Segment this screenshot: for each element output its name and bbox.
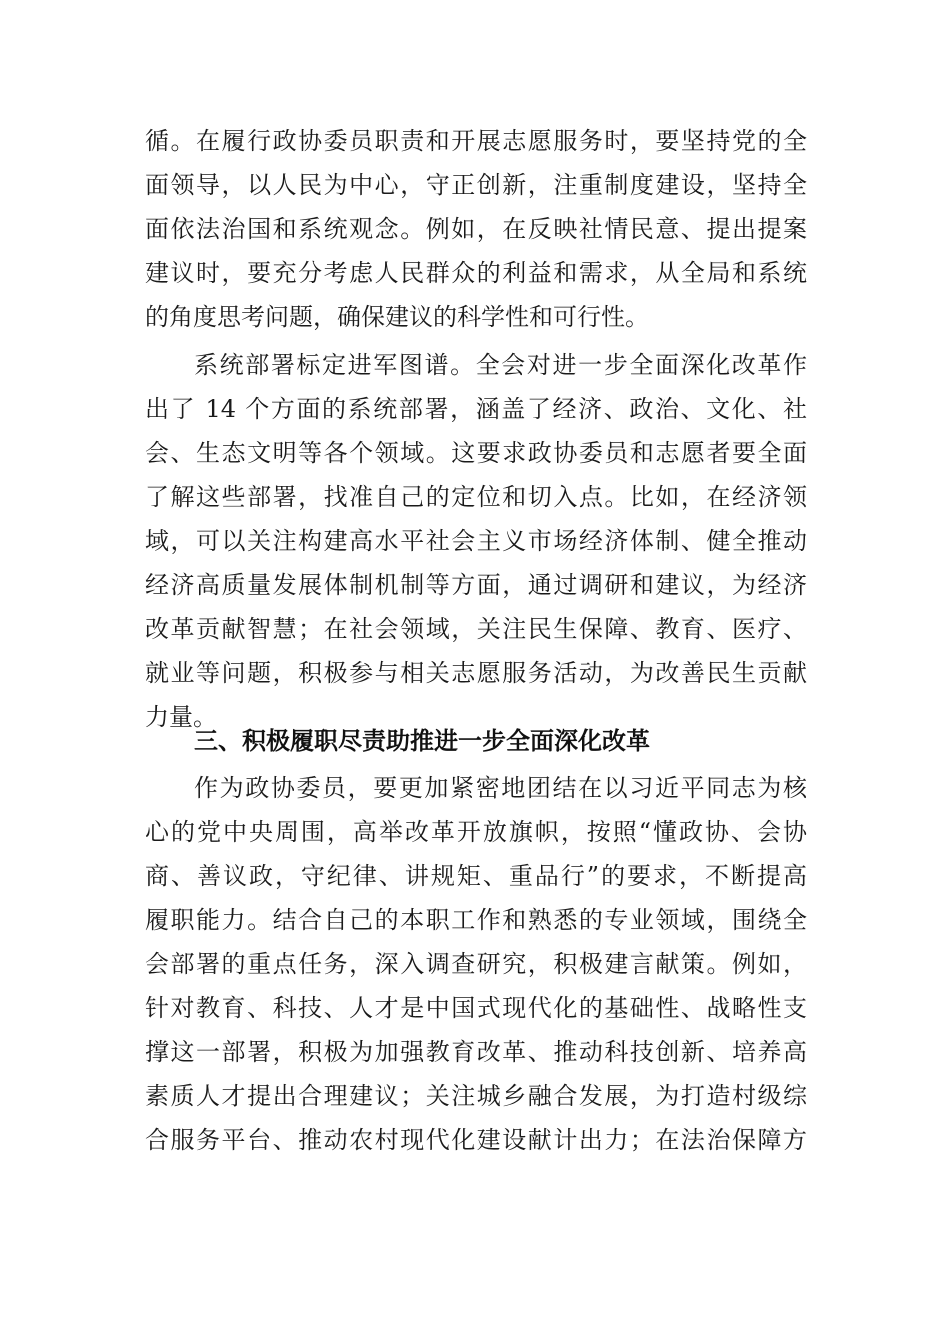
paragraph-1-line-5: 的角度思考问题，确保建议的科学性和可行性。 — [145, 303, 649, 331]
paragraph-3-line-6: 针对教育、科技、人才是中国式现代化的基础性、战略性支 — [145, 994, 807, 1022]
paragraph-3-line-7: 撑这一部署，积极为加强教育改革、推动科技创新、培养高 — [145, 1038, 807, 1066]
section-heading-3: 三、积极履职尽责助推进一步全面深化改革 — [194, 727, 650, 755]
paragraph-2-line-2: 出了 14 个方面的系统部署，涵盖了经济、政治、文化、社 — [145, 395, 807, 423]
paragraph-2-line-7: 改革贡献智慧；在社会领域，关注民生保障、教育、医疗、 — [145, 615, 807, 643]
paragraph-2-line-5: 域，可以关注构建高水平社会主义市场经济体制、健全推动 — [145, 527, 807, 555]
paragraph-2-line-6: 经济高质量发展体制机制等方面，通过调研和建议，为经济 — [145, 571, 807, 599]
paragraph-2-line-3: 会、生态文明等各个领域。这要求政协委员和志愿者要全面 — [145, 439, 807, 467]
paragraph-1-line-1: 循。在履行政协委员职责和开展志愿服务时，要坚持党的全 — [145, 127, 807, 155]
paragraph-3-line-4: 履职能力。结合自己的本职工作和熟悉的专业领域，围绕全 — [145, 906, 807, 934]
paragraph-3-line-5: 会部署的重点任务，深入调查研究，积极建言献策。例如， — [145, 950, 807, 978]
paragraph-2-line-1: 系统部署标定进军图谱。全会对进一步全面深化改革作 — [194, 351, 807, 379]
paragraph-1-line-2: 面领导，以人民为中心，守正创新，注重制度建设，坚持全 — [145, 171, 807, 199]
paragraph-2-line-8: 就业等问题，积极参与相关志愿服务活动，为改善民生贡献 — [145, 659, 807, 687]
paragraph-3-line-3: 商、善议政，守纪律、讲规矩、重品行”的要求，不断提高 — [145, 862, 807, 890]
paragraph-3-line-2: 心的党中央周围，高举改革开放旗帜，按照“懂政协、会协 — [145, 818, 807, 846]
paragraph-1-line-4: 建议时，要充分考虑人民群众的利益和需求，从全局和系统 — [145, 259, 807, 287]
paragraph-2-line-9: 力量。 — [145, 703, 217, 731]
paragraph-3-line-1: 作为政协委员，要更加紧密地团结在以习近平同志为核 — [194, 774, 807, 802]
paragraph-3-line-9: 合服务平台、推动农村现代化建设献计出力；在法治保障方 — [145, 1126, 807, 1154]
paragraph-2-line-4: 了解这些部署，找准自己的定位和切入点。比如，在经济领 — [145, 483, 807, 511]
paragraph-3-line-8: 素质人才提出合理建议；关注城乡融合发展，为打造村级综 — [145, 1082, 807, 1110]
paragraph-1-line-3: 面依法治国和系统观念。例如，在反映社情民意、提出提案 — [145, 215, 807, 243]
